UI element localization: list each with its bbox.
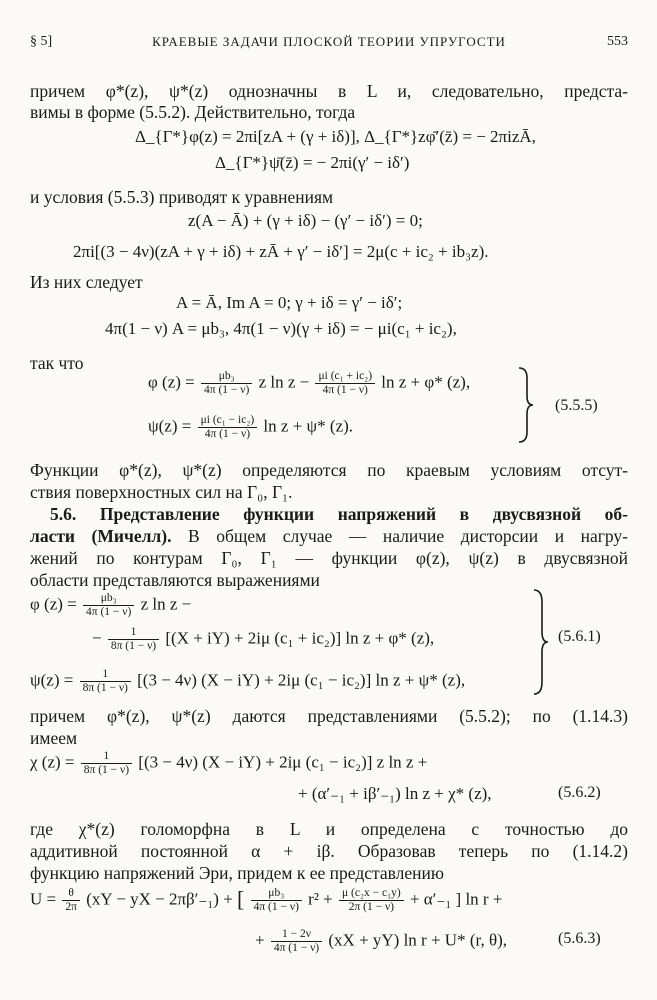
fraction: $\frac{\text{μb₃}}{4\pi (1 - \nu)}$ <box>201 370 252 397</box>
equation-line <box>148 370 470 397</box>
equation-number: (5.6.2) <box>558 784 601 801</box>
fraction: $\frac{1}{8\pi (1 - \nu)}$ <box>80 668 131 695</box>
fraction: $\frac{\text{μb₃}}{4\pi (1 - \nu)}$ <box>83 592 134 619</box>
equation-line: Δ_{Γ*}ψ̄(z̄) = − 2πi(γ′ − iδ′) <box>215 153 410 172</box>
equation-line: 4π(1 − ν) A = μb₃, 4π(1 − ν)(γ + iδ) = − μi(c₁ + ic₂), <box>105 319 457 338</box>
chapter-title: КРАЕВЫЕ ЗАДАЧИ ПЛОСКОЙ ТЕОРИИ УПРУГОСТИ <box>152 34 506 49</box>
equation-number: (5.5.5) <box>555 397 598 414</box>
eq-term: z ln z − <box>258 372 310 392</box>
text-line: имеем <box>30 728 78 748</box>
text-line: вимы в форме (5.5.2). Действительно, тогда <box>30 102 356 122</box>
page-number: 553 <box>607 34 628 49</box>
equation-line: Δ_{Γ*}φ(z) = 2πi[zA + (γ + iδ)], Δ_{Γ*}zφ̄′(z̄) = − 2πizĀ, <box>135 127 536 146</box>
fraction: $\frac{\text{μi (c₁ − ic₂)}}{4\pi (1 - \nu)}$ <box>198 414 258 441</box>
equation-line: + $\frac{1 - 2\nu}{4\pi (1 - \nu)}$ (xX + yY) ln r + U* (r, θ), <box>255 928 508 954</box>
text-line: ствия поверхностных сил на Γ₀, Γ₁. <box>30 482 293 502</box>
section-heading: 5.6. Представление функции напряжений в двусвязной об- <box>50 504 628 524</box>
equation-line: ψ(z) = $\frac{1}{8\pi (1 - \nu)}$ [(3 − 4ν) (X − iY) + 2iμ (c₁ − ic₂)] ln z + ψ* (z), <box>30 668 466 694</box>
fraction: $\frac{\text{μb₃}}{4\pi (1 - \nu)}$ <box>251 887 302 914</box>
equation-number: (5.6.1) <box>558 628 601 645</box>
fraction: $\frac{1 - 2\nu}{4\pi (1 - \nu)}$ <box>271 928 322 955</box>
equation-line: + (α′₋₁ + iβ′₋₁) ln z + χ* (z), <box>298 784 492 803</box>
text-line: функцию напряжений Эри, придем к ее представлению <box>30 863 444 883</box>
running-header <box>30 34 628 54</box>
text-line: и условия (5.5.3) приводят к уравнениям <box>30 187 334 207</box>
text-line: аддитивной постоянной α + iβ. Образовав теперь по (1.14.2) <box>30 841 628 861</box>
equation-line <box>148 414 353 441</box>
text-line: области представляются выражениями <box>30 570 320 590</box>
text-line: Функции φ*(z), ψ*(z) определяются по краевым условиям отсут- <box>30 460 628 480</box>
equation-line: z(A − Ā) + (γ + iδ) − (γ′ − iδ′) = 0; <box>188 211 423 230</box>
right-brace <box>515 366 535 444</box>
equation-line: φ (z) = $\frac{\text{μb₃}}{4\pi (1 - \nu)}$ z ln z − <box>30 592 192 618</box>
fraction: $\frac{\text{μ (c₂x − c₁y)}}{2\pi (1 - \nu)}$ <box>339 887 404 914</box>
eq-term: ln z + ψ* (z). <box>263 416 354 436</box>
text-line: причем φ*(z), ψ*(z) даются представлениями (5.5.2); по (1.14.3) <box>30 706 628 726</box>
fraction: $\frac{\text{μi (c₁ + ic₂)}}{4\pi (1 - \nu)}$ <box>315 370 375 397</box>
section-mark: § 5] <box>30 34 53 49</box>
text-line: где χ*(z) голоморфна в L и определена с точностью до <box>30 819 628 839</box>
right-brace <box>530 588 550 696</box>
text-line: жений по контурам Γ₀, Γ₁ — функции φ(z), ψ(z) в двусвязной <box>30 548 628 568</box>
equation-number: (5.6.3) <box>558 930 601 947</box>
text-line: причем φ*(z), ψ*(z) однозначны в L и, следовательно, предста- <box>30 81 628 101</box>
fraction: $\frac{1}{8\pi (1 - \nu)}$ <box>81 750 132 777</box>
equation-line: U = $\frac{\theta}{2\pi}$ (xY − yX − 2πβ′₋₁) + [ $\frac{\text{μb₃}}{4\pi (1 - \nu)}$ r² + $\frac{\text{μ (c₂x − c₁y)}}{2\pi (1 - \nu)}$ + α′₋₁ ] ln r + <box>30 886 503 913</box>
text-line: Из них следует <box>30 272 143 292</box>
eq-term: ln z + φ* (z), <box>381 372 471 392</box>
equation-line: 2πi[(3 − 4ν)(zA + γ + iδ) + zĀ + γ′ − iδ′] = 2μ(c + ic₂ + ib₃z). <box>73 242 489 261</box>
eq-lhs: φ (z) = <box>148 372 195 392</box>
equation-line: A = Ā, Im A = 0; γ + iδ = γ′ − iδ′; <box>176 293 403 312</box>
equation-line: − $\frac{1}{8\pi (1 - \nu)}$ [(X + iY) + 2iμ (c₁ + ic₂)] ln z + φ* (z), <box>92 626 435 652</box>
equation-line: χ (z) = $\frac{1}{8\pi (1 - \nu)}$ [(3 − 4ν) (X − iY) + 2iμ (c₁ − ic₂)] z ln z + <box>30 750 428 776</box>
fraction: $\frac{1}{8\pi (1 - \nu)}$ <box>108 626 159 653</box>
fraction: $\frac{\theta}{2\pi}$ <box>62 887 80 914</box>
section-heading-cont: ласти (Мичелл). <box>30 526 172 546</box>
text-line: ласти (Мичелл). В общем случае — наличие дисторсии и нагру- <box>30 526 629 546</box>
eq-lhs: ψ(z) = <box>148 416 192 436</box>
text-line: так что <box>30 353 84 373</box>
